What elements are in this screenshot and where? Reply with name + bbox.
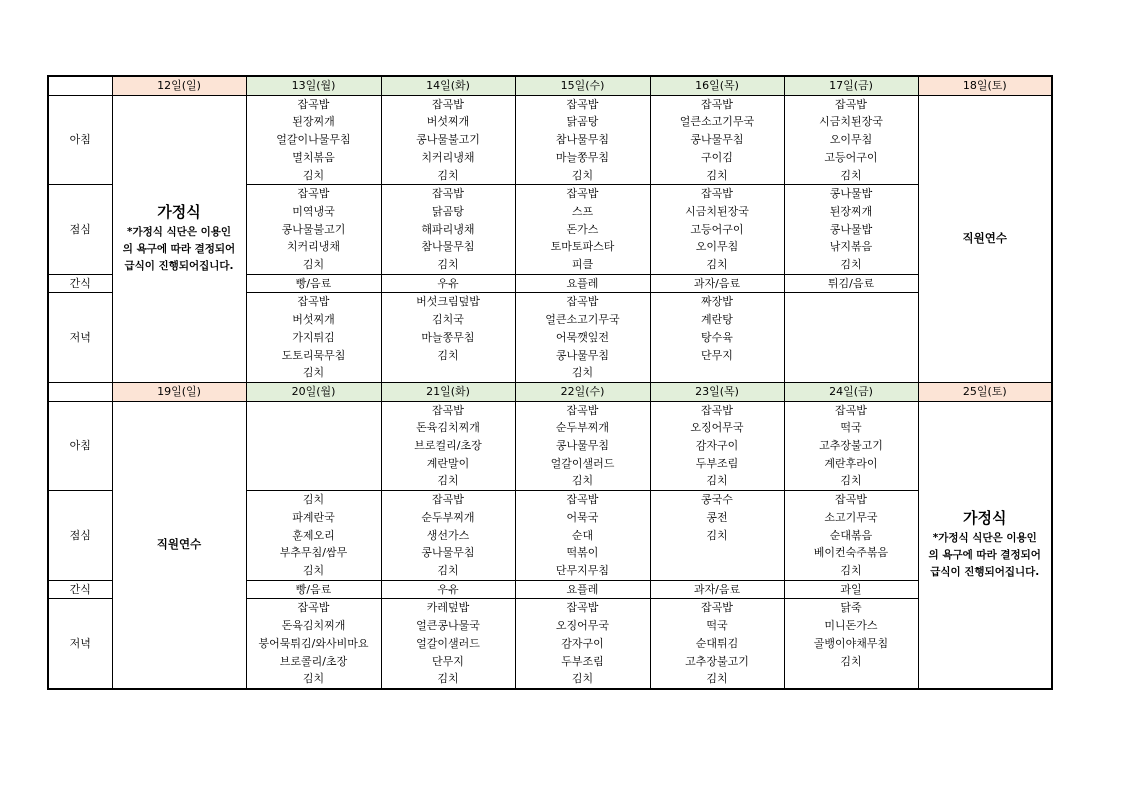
- menu-item: 소고기무국: [824, 510, 878, 524]
- menu-item: 잡곡밥: [835, 493, 867, 507]
- menu-item: 오이무침: [829, 133, 873, 147]
- menu-item: 도토리묵무침: [281, 348, 346, 362]
- menu-item: [651, 364, 784, 382]
- date-header: 12일(일): [112, 76, 246, 95]
- menu-item: 얼큰소고기무국: [545, 313, 620, 327]
- menu-item: 미역냉국: [292, 204, 335, 218]
- snack-cell: 우유: [381, 580, 515, 599]
- menu-item: 잡곡밥: [566, 187, 599, 201]
- menu-item: 김치: [571, 168, 594, 182]
- breakfast-cell: [784, 401, 918, 491]
- dinner-cell: [784, 599, 918, 689]
- menu-item: 가지튀김: [292, 330, 335, 344]
- menu-item: 골뱅이야채무침: [813, 636, 889, 650]
- menu-item: 김치: [840, 563, 862, 577]
- menu-item: 콩나물무침: [555, 348, 610, 362]
- menu-item: [785, 293, 918, 311]
- menu-item: 돈육김치찌개: [416, 421, 480, 435]
- menu-item: 콩나물불고기: [281, 222, 346, 236]
- lunch-cell: [515, 491, 650, 581]
- menu-item: 시금치된장국: [819, 115, 883, 129]
- date-header-row: [48, 382, 1052, 401]
- menu-item: 두부조림: [695, 456, 739, 470]
- breakfast-cell: [381, 95, 515, 185]
- menu-item: 김치: [437, 258, 459, 272]
- menu-item: 순대튀김: [695, 636, 739, 650]
- menu-item: 김치: [437, 348, 459, 362]
- lunch-cell: [784, 491, 918, 581]
- breakfast-cell: [650, 95, 784, 185]
- lunch-cell: [650, 491, 784, 581]
- snack-cell: 요플레: [515, 274, 650, 293]
- menu-item: 파계란국: [292, 510, 335, 524]
- meal-label-snack: 간식: [48, 580, 112, 599]
- menu-item: [785, 364, 918, 382]
- dinner-cell: [650, 293, 784, 383]
- menu-item: 브로콜리/초장: [279, 654, 348, 668]
- menu-item: 돈육김치찌개: [281, 619, 346, 633]
- menu-item: [247, 455, 381, 473]
- lunch-cell: [515, 185, 650, 275]
- menu-item: 얼큰소고기무국: [679, 115, 755, 129]
- menu-item: 김치: [706, 168, 728, 182]
- menu-item: 잡곡밥: [701, 97, 733, 111]
- menu-item: 김치: [302, 672, 325, 686]
- menu-item: 김치: [840, 474, 862, 488]
- menu-item: 김치: [437, 168, 459, 182]
- menu-item: 콩나물무침: [421, 546, 475, 560]
- menu-item: 참나물무침: [421, 240, 475, 254]
- menu-item: 단무지무침: [555, 563, 610, 577]
- menu-item: 고등어구이: [690, 222, 744, 236]
- menu-item: 콩나물무침: [555, 439, 610, 453]
- menu-item: [785, 329, 918, 347]
- menu-item: 잡곡밥: [432, 403, 464, 417]
- menu-item: 김치: [706, 528, 728, 542]
- menu-item: 김치: [437, 563, 459, 577]
- menu-item: 순대: [571, 528, 594, 542]
- date-header: 20일(월): [246, 382, 381, 401]
- snack-cell: 요플레: [515, 580, 650, 599]
- menu-item: 생선가스: [426, 528, 470, 542]
- menu-item: 순대볶음: [829, 528, 873, 542]
- menu-item: 잡곡밥: [701, 403, 733, 417]
- menu-item: 콩나물불고기: [416, 133, 480, 147]
- menu-item: [247, 472, 381, 490]
- breakfast-row: [48, 401, 1052, 491]
- menu-item: [651, 544, 784, 562]
- home-meal-note: 의 욕구에 따라 결정되어: [122, 243, 236, 256]
- meal-label-lunch: 점심: [48, 185, 112, 275]
- menu-item: 잡곡밥: [835, 403, 867, 417]
- menu-item: 어묵깻잎전: [555, 330, 610, 344]
- meal-label-dinner: 저녁: [48, 599, 112, 689]
- menu-item: 구이김: [701, 150, 733, 164]
- menu-item: 잡곡밥: [701, 187, 733, 201]
- menu-item: 감자구이: [695, 439, 739, 453]
- breakfast-cell: [784, 95, 918, 185]
- menu-item: 고등어구이: [824, 150, 878, 164]
- menu-item: 김치: [706, 672, 728, 686]
- dinner-cell: [381, 599, 515, 689]
- date-header: 18일(토): [918, 76, 1052, 95]
- menu-item: 계란탕: [701, 313, 733, 327]
- menu-item: 잡곡밥: [432, 493, 464, 507]
- corner-cell: [48, 382, 112, 401]
- menu-item: 토마토파스타: [550, 240, 615, 254]
- menu-item: 콩국수: [701, 493, 733, 507]
- menu-item: 잡곡밥: [432, 97, 464, 111]
- menu-item: 마늘쫑무침: [555, 150, 610, 164]
- menu-item: 김치: [437, 672, 459, 686]
- dinner-cell: [784, 293, 918, 383]
- menu-item: [785, 670, 918, 688]
- snack-cell: 우유: [381, 274, 515, 293]
- date-header: 23일(목): [650, 382, 784, 401]
- meal-label-snack: 간식: [48, 274, 112, 293]
- menu-item: 닭죽: [840, 601, 862, 615]
- home-meal-note: 급식이 진행되어집니다.: [124, 260, 234, 273]
- menu-item: 김치국: [432, 313, 464, 327]
- date-header: 13일(월): [246, 76, 381, 95]
- menu-item: 잡곡밥: [566, 295, 599, 309]
- lunch-cell: [784, 185, 918, 275]
- menu-item: 탕수육: [701, 330, 733, 344]
- menu-item: [247, 419, 381, 437]
- home-meal-note: 급식이 진행되어집니다.: [930, 566, 1040, 579]
- lunch-cell: [381, 491, 515, 581]
- date-header: 15일(수): [515, 76, 650, 95]
- menu-item: 닭곰탕: [432, 204, 464, 218]
- menu-item: 순두부찌개: [421, 510, 475, 524]
- menu-item: 해파리냉채: [421, 222, 475, 236]
- date-header: 17일(금): [784, 76, 918, 95]
- menu-item: 붕어묵튀김/와사비마요: [258, 636, 369, 650]
- menu-item: 잡곡밥: [701, 601, 733, 615]
- menu-item: 김치: [571, 672, 594, 686]
- dinner-cell: [515, 599, 650, 689]
- home-meal-cell: [112, 95, 246, 382]
- date-header: 25일(토): [918, 382, 1052, 401]
- home-meal-title: 가정식: [963, 509, 1007, 528]
- meal-label-lunch: 점심: [48, 491, 112, 581]
- menu-item: 잡곡밥: [432, 187, 464, 201]
- menu-item: 브로컬리/초장: [414, 439, 482, 453]
- menu-item: 감자구이: [561, 636, 604, 650]
- meal-label-breakfast: 아침: [48, 95, 112, 185]
- menu-item: 김치: [302, 563, 325, 577]
- menu-item: 치커리냉채: [421, 150, 475, 164]
- lunch-cell: [650, 185, 784, 275]
- menu-item: 된장찌개: [292, 115, 335, 129]
- menu-item: 참나물무침: [555, 133, 610, 147]
- menu-item: 잡곡밥: [566, 97, 599, 111]
- menu-item: 떡국: [840, 421, 862, 435]
- lunch-cell: [246, 491, 381, 581]
- home-meal-title: 가정식: [157, 203, 201, 222]
- menu-item: 콩나물밥: [829, 187, 873, 201]
- menu-item: 훈제오리: [292, 528, 335, 542]
- menu-item: 버섯찌개: [426, 115, 470, 129]
- menu-item: 김치: [302, 366, 325, 380]
- menu-item: [382, 364, 515, 382]
- menu-item: [785, 347, 918, 365]
- staff-training-cell: [112, 401, 246, 689]
- menu-item: 김치: [840, 654, 862, 668]
- menu-item: 떡볶이: [566, 546, 599, 560]
- menu-item: 잡곡밥: [835, 97, 867, 111]
- menu-item: 두부조림: [561, 654, 604, 668]
- weekly-meal-table: [47, 75, 1053, 690]
- menu-item: 잡곡밥: [566, 601, 599, 615]
- menu-item: 마늘쫑무침: [421, 330, 475, 344]
- menu-item: 버섯찌개: [292, 313, 335, 327]
- menu-item: [247, 437, 381, 455]
- menu-item: 콩나물무침: [690, 133, 744, 147]
- home-meal-note: *가정식 식단은 이용인: [932, 532, 1037, 545]
- menu-item: 피클: [571, 258, 594, 272]
- menu-item: 오징어무국: [555, 619, 610, 633]
- home-meal-note: 의 욕구에 따라 결정되어: [928, 549, 1041, 562]
- menu-item: 순두부찌개: [555, 421, 610, 435]
- menu-item: 김치: [302, 493, 325, 507]
- menu-item: 김치: [571, 366, 594, 380]
- snack-cell: 튀김/음료: [784, 274, 918, 293]
- snack-cell: 과일: [784, 580, 918, 599]
- menu-item: 김치: [840, 258, 862, 272]
- date-header: 22일(수): [515, 382, 650, 401]
- lunch-cell: [381, 185, 515, 275]
- menu-item: 얼갈이나물무침: [276, 133, 351, 147]
- menu-item: 계란후라이: [824, 456, 878, 470]
- menu-item: 카레덮밥: [426, 601, 470, 615]
- dinner-cell: [381, 293, 515, 383]
- menu-item: 된장찌개: [829, 204, 873, 218]
- menu-item: 닭곰탕: [566, 115, 599, 129]
- menu-item: 얼갈이샐러드: [550, 456, 615, 470]
- home-meal-cell: [918, 401, 1052, 689]
- snack-cell: 빵/음료: [246, 274, 381, 293]
- menu-item: [651, 562, 784, 580]
- breakfast-cell: [246, 95, 381, 185]
- staff-training-label: 직원연수: [962, 230, 1007, 245]
- breakfast-cell: [515, 95, 650, 185]
- menu-item: 잡곡밥: [566, 493, 599, 507]
- snack-cell: 빵/음료: [246, 580, 381, 599]
- menu-item: 버섯크림덮밥: [416, 295, 480, 309]
- menu-item: 고추장불고기: [819, 439, 883, 453]
- menu-item: 계란말이: [426, 456, 470, 470]
- meal-label-breakfast: 아침: [48, 401, 112, 491]
- date-header: 19일(일): [112, 382, 246, 401]
- menu-item: 김치: [302, 258, 325, 272]
- menu-item: 스프: [571, 204, 594, 218]
- menu-item: 오징어무국: [690, 421, 744, 435]
- menu-item: 짜장밥: [701, 295, 733, 309]
- menu-item: 돈가스: [566, 222, 599, 236]
- menu-item: 잡곡밥: [297, 97, 330, 111]
- breakfast-cell: [650, 401, 784, 491]
- menu-item: 김치: [706, 258, 728, 272]
- menu-item: 얼갈이샐러드: [416, 636, 480, 650]
- menu-item: 김치: [840, 168, 862, 182]
- menu-item: 콩나물밥: [829, 222, 873, 236]
- menu-item: 김치: [302, 168, 325, 182]
- dinner-cell: [515, 293, 650, 383]
- date-header: 14일(화): [381, 76, 515, 95]
- menu-item: 잡곡밥: [297, 601, 330, 615]
- menu-item: 잡곡밥: [566, 403, 599, 417]
- date-header: 21일(화): [381, 382, 515, 401]
- breakfast-cell: [246, 401, 381, 491]
- menu-item: 콩전: [706, 510, 728, 524]
- menu-item: 떡국: [706, 619, 728, 633]
- meal-label-dinner: 저녁: [48, 293, 112, 383]
- menu-item: 시금치된장국: [685, 204, 749, 218]
- date-header: 24일(금): [784, 382, 918, 401]
- home-meal-note: *가정식 식단은 이용인: [126, 226, 232, 239]
- menu-item: 잡곡밥: [297, 187, 330, 201]
- menu-item: 베이컨숙주볶음: [813, 546, 889, 560]
- menu-item: 어묵국: [566, 510, 599, 524]
- menu-item: 고추장불고기: [685, 654, 749, 668]
- menu-item: 멸치볶음: [292, 150, 335, 164]
- menu-item: 단무지: [701, 348, 733, 362]
- dinner-cell: [650, 599, 784, 689]
- menu-item: 얼큰콩나물국: [416, 619, 480, 633]
- corner-cell: [48, 76, 112, 95]
- staff-training-label: 직원연수: [156, 536, 202, 551]
- menu-item: 낚지볶음: [829, 240, 873, 254]
- snack-cell: 과자/음료: [650, 274, 784, 293]
- breakfast-cell: [515, 401, 650, 491]
- menu-item: 오이무침: [695, 240, 739, 254]
- menu-item: 김치: [706, 474, 728, 488]
- date-header: 16일(목): [650, 76, 784, 95]
- menu-item: 김치: [437, 474, 459, 488]
- menu-item: 단무지: [432, 654, 464, 668]
- breakfast-cell: [381, 401, 515, 491]
- dinner-cell: [246, 599, 381, 689]
- menu-item: [247, 402, 381, 420]
- menu-item: 치커리냉채: [286, 240, 341, 254]
- date-header-row: [48, 76, 1052, 95]
- lunch-cell: [246, 185, 381, 275]
- menu-item: 김치: [571, 474, 594, 488]
- dinner-cell: [246, 293, 381, 383]
- breakfast-row: [48, 95, 1052, 185]
- staff-training-cell: [918, 95, 1052, 382]
- menu-item: 부추무침/쌈무: [279, 546, 348, 560]
- menu-item: [785, 311, 918, 329]
- menu-item: 잡곡밥: [297, 295, 330, 309]
- snack-cell: 과자/음료: [650, 580, 784, 599]
- menu-item: 미니돈가스: [824, 619, 878, 633]
